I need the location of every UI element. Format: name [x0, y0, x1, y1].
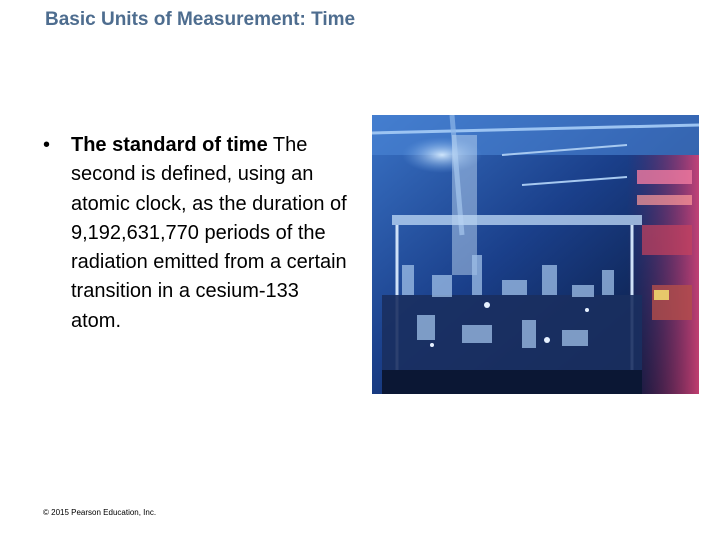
copyright-footer: © 2015 Pearson Education, Inc. [43, 508, 157, 517]
slide-title: Basic Units of Measurement: Time [45, 9, 356, 30]
atomic-clock-photo [372, 115, 699, 394]
bullet-description: The second is defined, using an atomic clock, as the duration of 9,192,631,770 periods of the radiation emitted from a certain transition in a cesium-133 atom. [71, 134, 347, 332]
bullet-text-block [71, 131, 353, 336]
bullet-marker: • [43, 134, 51, 156]
bullet-point [43, 131, 353, 336]
bullet-term: The standard of time [71, 134, 268, 156]
